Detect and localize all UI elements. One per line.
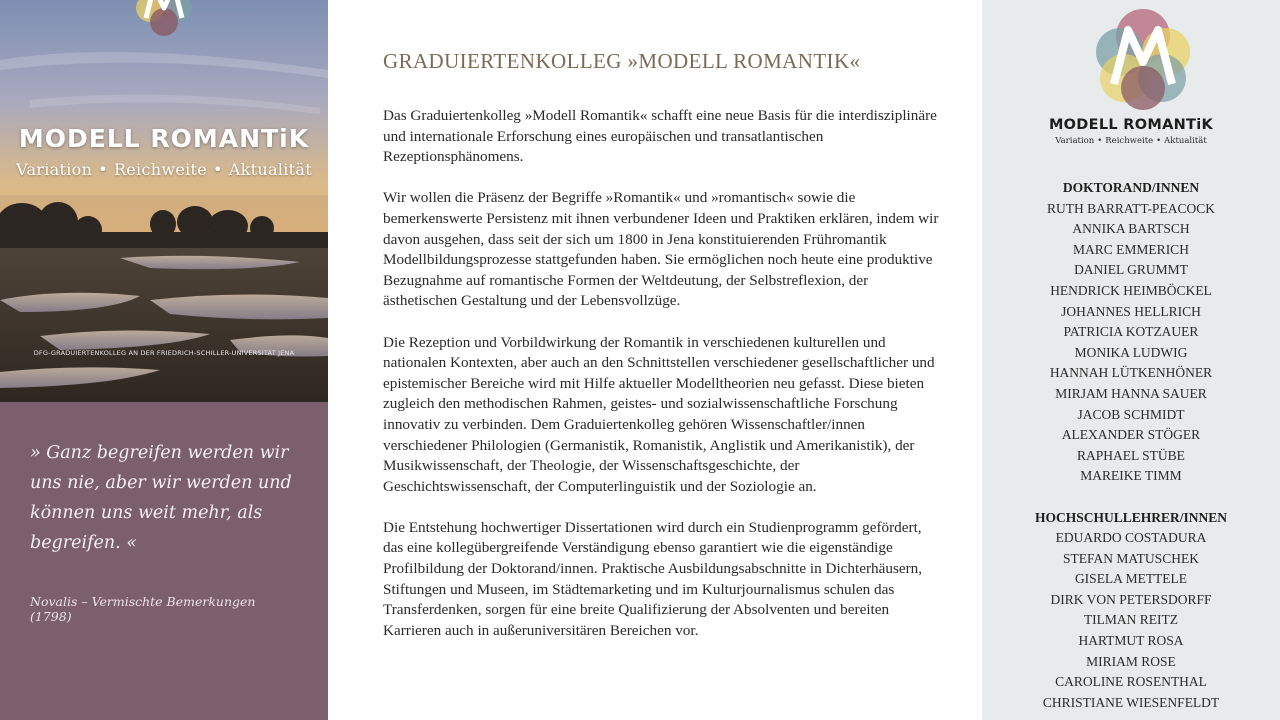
sidebar-brand-title: MODELL ROMANTiK (1048, 117, 1214, 133)
list-item: CAROLINE ROSENTHAL (1055, 674, 1207, 690)
hero-image (0, 0, 328, 402)
tagline-separator: • (1097, 136, 1103, 146)
group-title-doctoral: DOKTORAND/INNEN (1062, 180, 1200, 195)
tagline-separator: • (98, 160, 108, 179)
tagline-word: Aktualität (228, 160, 312, 179)
list-item: RUTH BARRATT-PEACOCK (1047, 200, 1215, 216)
quote-panel (0, 402, 328, 720)
people-list (982, 178, 1280, 713)
list-item: MONIKA LUDWIG (1074, 344, 1188, 360)
list-item: MAREIKE TIMM (1080, 468, 1182, 484)
tagline-word: Reichweite (113, 160, 208, 179)
list-item: HENDRICK HEIMBÖCKEL (1050, 282, 1212, 298)
quote-source: Novalis – Vermischte Bemerkungen (1798) (30, 594, 256, 624)
list-item: HARTMUT ROSA (1078, 633, 1184, 649)
sidebar (982, 0, 1280, 720)
list-item: RAPHAEL STÜBE (1077, 447, 1185, 463)
list-item: DANIEL GRUMMT (1074, 262, 1188, 278)
tagline-word: Variation (16, 160, 93, 179)
tagline-word: Reichweite (1105, 136, 1154, 146)
main-content (328, 0, 982, 720)
list-item: JACOB SCHMIDT (1077, 406, 1185, 422)
tagline-separator: • (1156, 136, 1162, 146)
list-item: ALEXANDER STÖGER (1061, 427, 1201, 443)
logo-icon (1090, 4, 1196, 116)
list-item: EDUARDO COSTADURA (1055, 530, 1207, 546)
description-body (383, 106, 943, 641)
tagline-word: Variation (1055, 136, 1095, 146)
list-item: DIRK VON PETERSDORFF (1050, 591, 1212, 607)
list-item: HANNAH LÜTKENHÖNER (1049, 365, 1213, 381)
logo-icon (130, 0, 198, 48)
tagline-word: Aktualität (1164, 136, 1207, 146)
list-item: MARC EMMERICH (1073, 241, 1189, 257)
list-item: TILMAN REITZ (1083, 612, 1179, 628)
list-item: JOHANNES HELLRICH (1061, 303, 1201, 319)
list-item: MIRIAM ROSE (1086, 653, 1176, 669)
list-item: GISELA METTELE (1074, 571, 1188, 587)
list-item: ANNIKA BARTSCH (1072, 221, 1190, 237)
list-item: PATRICIA KOTZAUER (1063, 324, 1199, 340)
hero-caption: DFG-GRADUIERTENKOLLEG AN DER FRIEDRICH-SCHILLER-UNIVERSITÄT JENA (33, 349, 295, 357)
brand-tagline (0, 160, 328, 179)
page-title: GRADUIERTENKOLLEG »MODELL ROMANTIK« (383, 49, 861, 73)
tagline-separator: • (213, 160, 223, 179)
novalis-quote: » Ganz begreifen werden wir uns nie, aber wir werden und können uns weit mehr, als begreifen. « (30, 443, 292, 553)
landscape-painting (0, 0, 328, 402)
sidebar-brand-tagline (982, 136, 1280, 146)
brand-title: MODELL ROMANTiK (18, 124, 310, 153)
list-item: MIRJAM HANNA SAUER (1055, 385, 1207, 401)
paragraph: Wir wollen die Präsenz der Begriffe »Romantik« und »romantisch« sowie die bemerkenswerte Persistenz mit ihnen verbundener Ideen und Praktiken erklären, indem wir davon ausgehen, dass seit der sich um 1800 in Jena konstituierenden Frühromantik Modellbildungsprozesse stattgefunden haben. Sie ermöglichen noch heute eine produktive Bezugnahme auf romantische Formen der Weltdeutung, der Selbstreflexion, der ästhetischen Gestaltung und der Lebensvollzüge. (383, 189, 939, 310)
left-column (0, 0, 328, 720)
paragraph: Das Graduiertenkolleg »Modell Romantik« schafft eine neue Basis für die interdisziplinäre und internationale Erforschung eines europäischen und transatlantischen Rezeptionsphänomens. (383, 107, 937, 166)
paragraph: Die Entstehung hochwertiger Dissertationen wird durch ein Studienprogramm gefördert, das eine kollegübergreifende Verständigung ebenso garantiert wie die eigenständige Profilbildung der Doktorand/innen. Praktische Ausbildungsabschnitte in Dichterhäusern, Stiftungen und Museen, im Städtemarketing und im Kulturjournalismus schulen das Transferdenken, sorgen für eine breite Qualifizierung der Absolventen und bereiten Karrieren auch in außeruniversitären Bereichen vor. (383, 518, 923, 639)
group-spacer (982, 487, 1280, 508)
group-title-faculty: HOCHSCHULLEHRER/INNEN (1034, 509, 1228, 525)
list-item: STEFAN MATUSCHEK (1063, 550, 1199, 566)
paragraph: Die Rezeption und Vorbildwirkung der Romantik in verschiedenen kulturellen und nationalen Kontexten, aber auch an den Schnittstellen verschiedener gesellschaftlicher und epistemischer Bereiche wird mit Hilfe aktueller Modelltheorien neu gefasst. Diese bieten zugleich den methodischen Rahmen, geistes- und sozialwissenschaftliche Forschung innovativ zu verbinden. Dem Graduiertenkolleg gehören Wissenschaftler/innen verschiedener Philologien (Germanistik, Romanistik, Anglistik und Amerikanistik), der Musikwissenschaft, der Theologie, der Wissenschaftsgeschichte, der Geschichtswissenschaft, der Computerlinguistik und der Soziologie an. (383, 333, 935, 495)
list-item: CHRISTIANE WIESENFELDT (1042, 694, 1220, 710)
